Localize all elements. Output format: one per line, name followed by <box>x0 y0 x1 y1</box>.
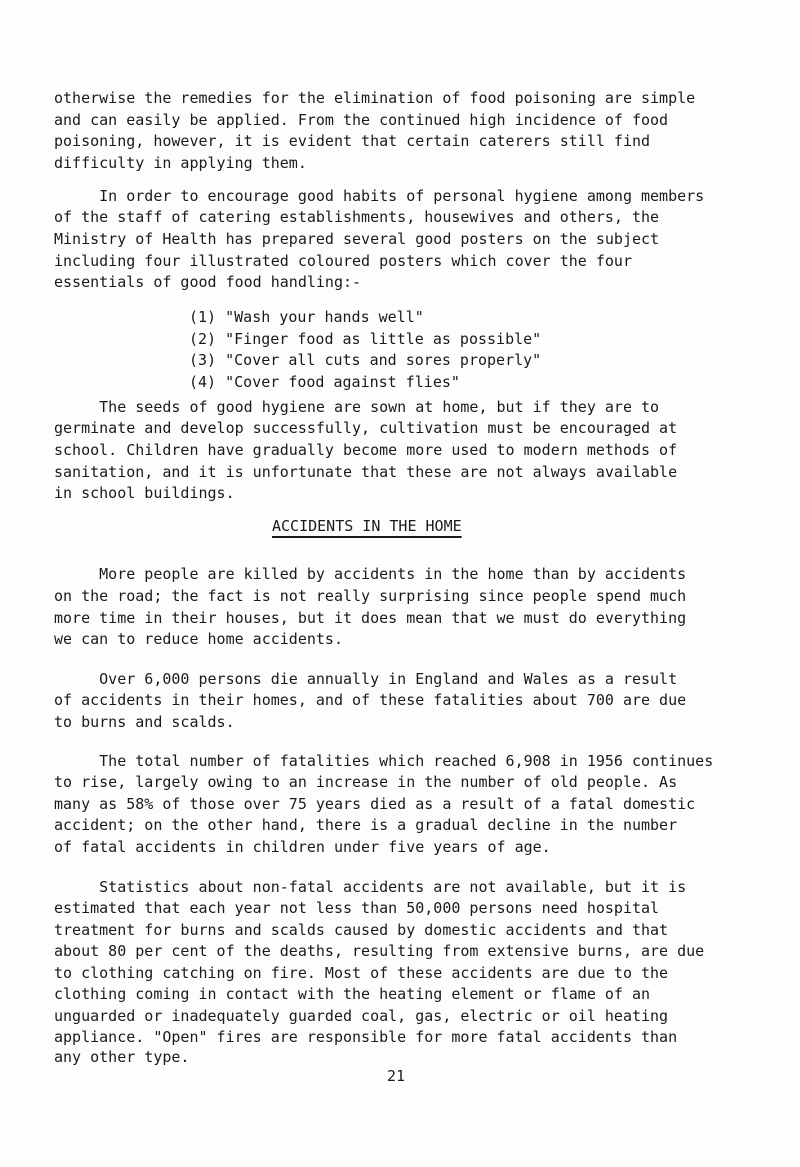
text-line: estimated that each year not less than 50,000 persons need hospital <box>54 899 660 917</box>
text-line: more time in their houses, but it does mean that we must do everything <box>54 609 687 627</box>
text-line: school. Children have gradually become more used to modern methods of <box>54 441 678 459</box>
text-line: of the staff of catering establishments, housewives and others, the <box>54 208 660 226</box>
text-line: treatment for burns and scalds caused by domestic accidents and that <box>54 921 669 939</box>
text-line: accident; on the other hand, there is a gradual decline in the number <box>54 816 678 834</box>
text-line: to burns and scalds. <box>54 713 235 731</box>
list-item: (2) "Finger food as little as possible" <box>189 330 542 348</box>
text-line: any other type. <box>54 1048 190 1066</box>
text-line: In order to encourage good habits of personal hygiene among members <box>54 187 705 205</box>
text-line: clothing coming in contact with the heating element or flame of an <box>54 985 651 1003</box>
text-line: to rise, largely owing to an increase in the number of old people. As <box>54 773 678 791</box>
list-item: (4) "Cover food against flies" <box>189 373 460 391</box>
section-heading: ACCIDENTS IN THE HOME <box>272 517 462 535</box>
text-line: appliance. "Open" fires are responsible for more fatal accidents than <box>54 1028 678 1046</box>
text-line: sanitation, and it is unfortunate that these are not always available <box>54 463 678 481</box>
list-item: (1) "Wash your hands well" <box>189 308 424 326</box>
text-line: and can easily be applied. From the continued high incidence of food <box>54 111 669 129</box>
text-line: Over 6,000 persons die annually in England and Wales as a result <box>54 670 678 688</box>
text-line: on the road; the fact is not really surprising since people spend much <box>54 587 687 605</box>
text-line: in school buildings. <box>54 484 235 502</box>
text-line: More people are killed by accidents in the home than by accidents <box>54 565 687 583</box>
text-line: The seeds of good hygiene are sown at home, but if they are to <box>54 398 660 416</box>
list-item: (3) "Cover all cuts and sores properly" <box>189 351 542 369</box>
page-number: 21 <box>387 1067 406 1085</box>
text-line: including four illustrated coloured posters which cover the four <box>54 252 632 270</box>
text-line: essentials of good food handling:- <box>54 273 362 291</box>
text-line: Ministry of Health has prepared several good posters on the subject <box>54 230 660 248</box>
text-line: of fatal accidents in children under five years of age. <box>54 838 551 856</box>
text-line: many as 58% of those over 75 years died as a result of a fatal domestic <box>54 795 696 813</box>
text-line: of accidents in their homes, and of these fatalities about 700 are due <box>54 691 687 709</box>
text-line: we can to reduce home accidents. <box>54 630 343 648</box>
text-line: The total number of fatalities which reached 6,908 in 1956 continues <box>54 752 714 770</box>
text-line: to clothing catching on fire. Most of these accidents are due to the <box>54 964 669 982</box>
text-line: about 80 per cent of the deaths, resulting from extensive burns, are due <box>54 942 705 960</box>
text-line: germinate and develop successfully, cultivation must be encouraged at <box>54 419 678 437</box>
text-line: Statistics about non-fatal accidents are not available, but it is <box>54 878 687 896</box>
text-line: difficulty in applying them. <box>54 154 307 172</box>
text-line: otherwise the remedies for the elimination of food poisoning are simple <box>54 89 696 107</box>
text-line: poisoning, however, it is evident that certain caterers still find <box>54 132 651 150</box>
text-line: unguarded or inadequately guarded coal, gas, electric or oil heating <box>54 1007 669 1025</box>
